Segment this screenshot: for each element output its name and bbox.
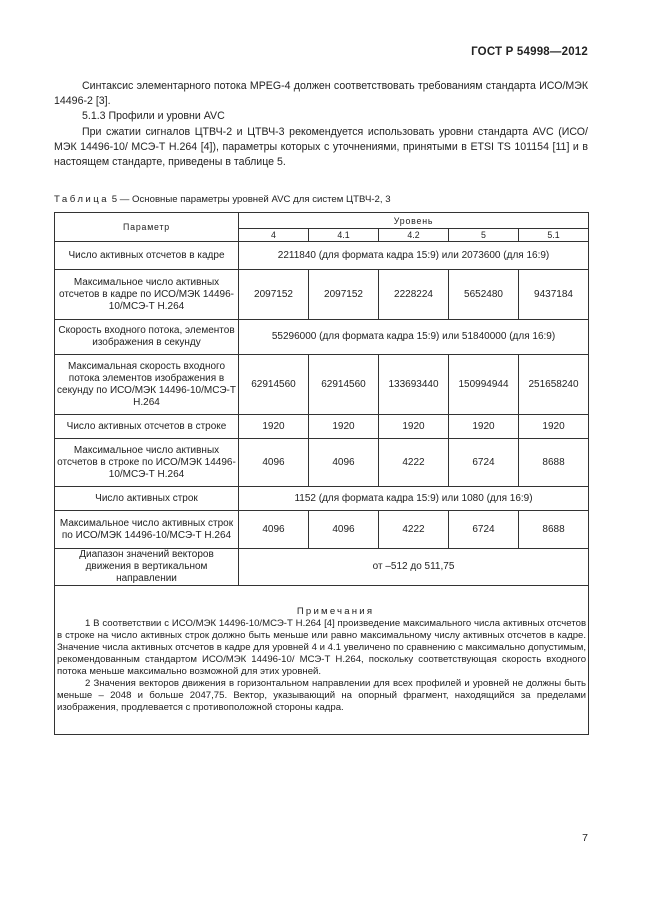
value-cell: 2097152: [309, 270, 379, 320]
value-cell: 62914560: [309, 355, 379, 415]
merged-value-cell: от –512 до 511,75: [239, 549, 589, 586]
value-cell: 2228224: [379, 270, 449, 320]
value-cell: 62914560: [239, 355, 309, 415]
value-cell: 4096: [239, 511, 309, 549]
page-number: 7: [582, 832, 588, 844]
document-code-header: ГОСТ Р 54998—2012: [471, 46, 588, 58]
value-cell: 6724: [449, 439, 519, 487]
column-header-parameter: Параметр: [55, 213, 239, 242]
value-cell: 1920: [309, 415, 379, 439]
table-row: [55, 487, 589, 511]
note-2: 2 Значения векторов движения в горизонтальном направлении для всех профилей и уровней не должны быть меньше – 2048 и больше 2047,75. Вектор, указывающий на опорный фрагмент, находящийся за пределами изображения, продлевается с противоположной стороны кадра.: [57, 678, 587, 713]
value-cell: 1920: [449, 415, 519, 439]
table-row: [55, 270, 589, 320]
value-cell: 2097152: [239, 270, 309, 320]
value-cell: 4096: [239, 439, 309, 487]
parameter-cell: Максимальное число активных отсчетов в кадре по ИСО/МЭК 14496-10/МСЭ-Т Н.264: [55, 270, 239, 320]
parameter-cell: Диапазон значений векторов движения в вертикальном направлении: [55, 549, 239, 586]
parameter-cell: Максимальное число активных отсчетов в строке по ИСО/МЭК 14496-10/МСЭ-Т Н.264: [55, 439, 239, 487]
body-text: [54, 79, 588, 170]
value-cell: 1920: [239, 415, 309, 439]
table-row: [55, 320, 589, 355]
table-caption-word: Таблица: [54, 194, 110, 205]
value-cell: 1920: [519, 415, 589, 439]
parameter-cell: Скорость входного потока, элементов изображения в секунду: [55, 320, 239, 355]
value-cell: 4096: [309, 511, 379, 549]
value-cell: 8688: [519, 511, 589, 549]
level-header: 4: [239, 229, 309, 242]
merged-value-cell: 1152 (для формата кадра 15:9) или 1080 (для 16:9): [239, 487, 589, 511]
value-cell: 150994944: [449, 355, 519, 415]
level-header: 5: [449, 229, 519, 242]
value-cell: 5652480: [449, 270, 519, 320]
table-caption-text: 5 — Основные параметры уровней AVC для систем ЦТВЧ-2, 3: [109, 194, 391, 205]
avc-levels-table: [54, 212, 589, 735]
notes-cell: [55, 586, 589, 735]
note-1: 1 В соответствии с ИСО/МЭК 14496-10/МСЭ-Т Н.264 [4] произведение максимального числа активных отсчетов в строке на число активных строк должно быть меньше или равно максимальному числу активных отсчетов в кадре. Значение числа активных отсчетов в кадре для уровней 4 и 4.1 увеличено по сравнению с максимально допустимым, рекомендованным стандартом ИСО/МЭК 14496-10/ МСЭ-Т Н.264, поскольку соответствующая скорость входного потока меньше максимально возможной для этих уровней.: [57, 618, 587, 677]
value-cell: 1920: [379, 415, 449, 439]
column-header-level: Уровень: [239, 213, 589, 229]
table-row: [55, 242, 589, 270]
value-cell: 8688: [519, 439, 589, 487]
notes-row: [55, 586, 589, 735]
value-cell: 4222: [379, 511, 449, 549]
parameter-cell: Максимальная скорость входного потока элементов изображения в секунду по ИСО/МЭК 14496-10/МСЭ-Т Н.264: [55, 355, 239, 415]
parameter-cell: Число активных отсчетов в кадре: [55, 242, 239, 270]
parameter-cell: Максимальное число активных строк по ИСО/МЭК 14496-10/МСЭ-Т Н.264: [55, 511, 239, 549]
table-caption: [54, 194, 391, 205]
value-cell: 9437184: [519, 270, 589, 320]
value-cell: 6724: [449, 511, 519, 549]
value-cell: 4096: [309, 439, 379, 487]
level-header: 4.1: [309, 229, 379, 242]
value-cell: 251658240: [519, 355, 589, 415]
table-row: [55, 415, 589, 439]
parameter-cell: Число активных строк: [55, 487, 239, 511]
level-header: 5.1: [519, 229, 589, 242]
table-row: [55, 511, 589, 549]
notes-title: Примечания: [296, 606, 375, 617]
table-row: [55, 549, 589, 586]
table-row: [55, 439, 589, 487]
value-cell: 4222: [379, 439, 449, 487]
paragraph-avc-levels: При сжатии сигналов ЦТВЧ-2 и ЦТВЧ-3 рекомендуется использовать уровни стандарта AVC (ИСО/МЭК 14496-10/ МСЭ-Т Н.264 [4]), параметры которых с уточнениями, принятыми в ETSI TS 101154 [11] и в настоящем стандарте, приведены в таблице 5.: [54, 125, 588, 169]
table-row: [55, 355, 589, 415]
level-header: 4.2: [379, 229, 449, 242]
paragraph-mpeg4-syntax: Синтаксис элементарного потока MPEG-4 должен соответствовать требованиям стандарта ИСО/МЭК 14496-2 [3].: [54, 80, 588, 108]
merged-value-cell: 2211840 (для формата кадра 15:9) или 2073600 (для 16:9): [239, 242, 589, 270]
merged-value-cell: 55296000 (для формата кадра 15:9) или 51840000 (для 16:9): [239, 320, 589, 355]
section-title: 5.1.3 Профили и уровни AVC: [82, 110, 225, 123]
parameter-cell: Число активных отсчетов в строке: [55, 415, 239, 439]
value-cell: 133693440: [379, 355, 449, 415]
